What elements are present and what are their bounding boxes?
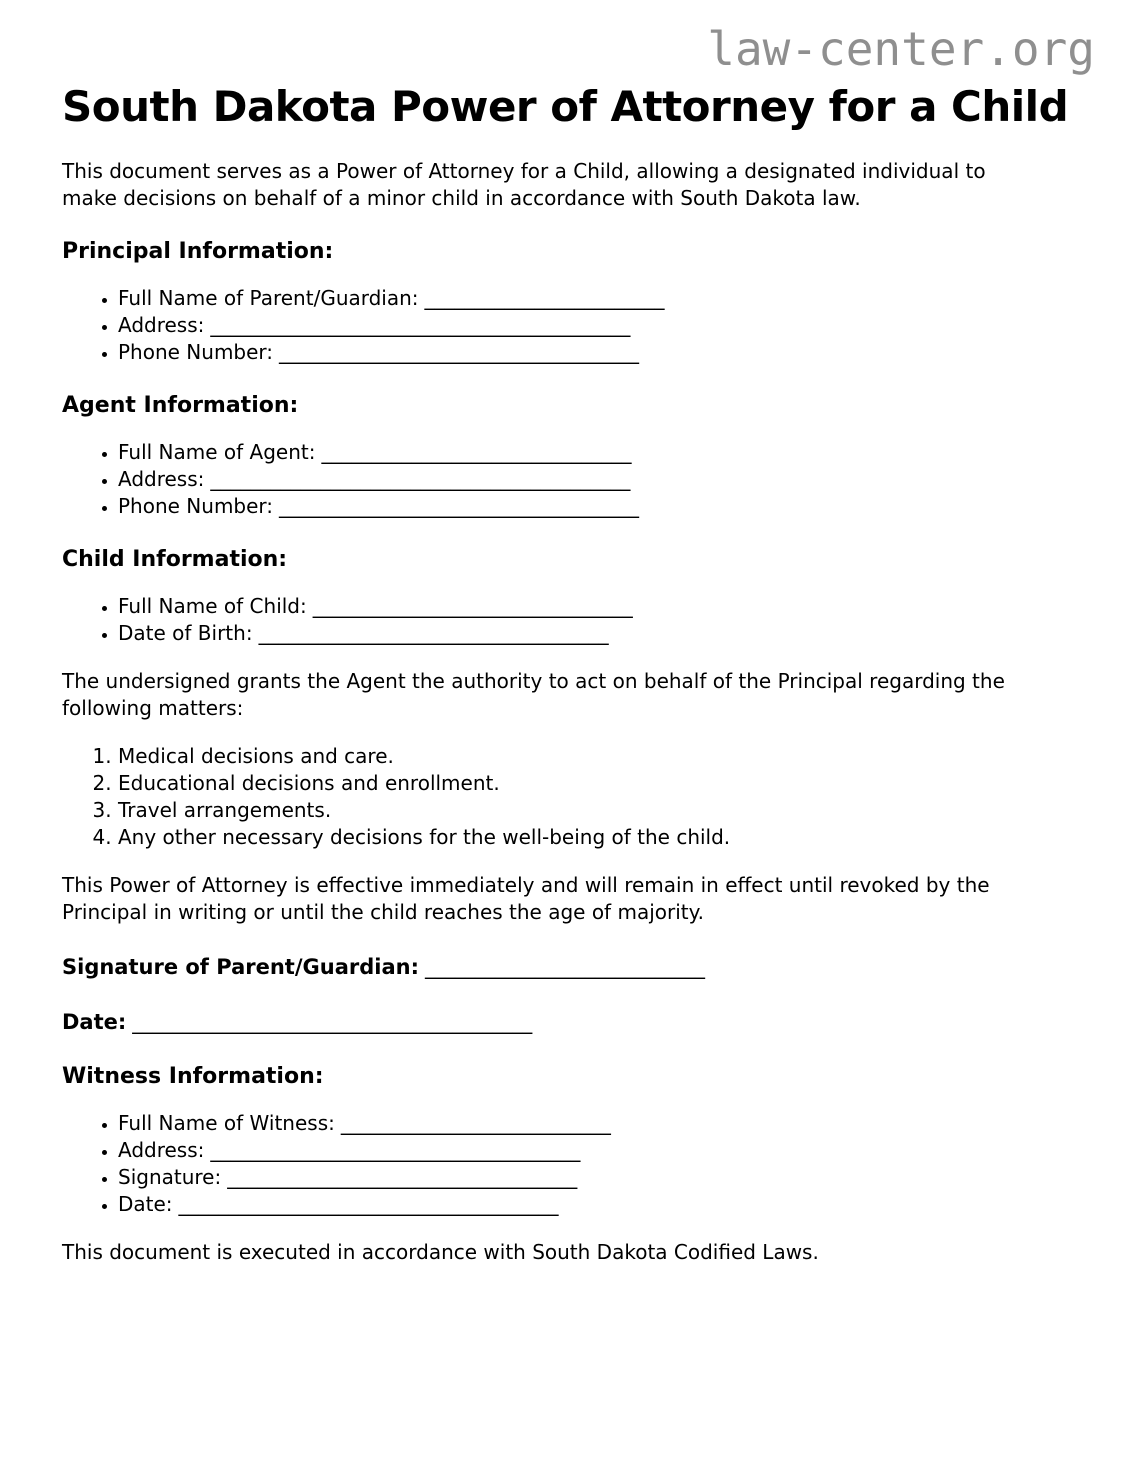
intro-paragraph: This document serves as a Power of Attorney for a Child, allowing a designated individual to make decisions on behalf of a minor child in accordance with South Dakota law.: [62, 158, 986, 210]
fill-in-blank: ____________________________________: [279, 339, 640, 364]
witness-info-list: [62, 1110, 1078, 1218]
principal-info-list: [62, 285, 1078, 366]
fill-in-blank: ________________________: [424, 285, 665, 310]
fill-in-blank: ____________________________________: [279, 493, 640, 518]
section-heading-child: Child Information:: [62, 546, 288, 572]
powers-list: [62, 743, 1078, 851]
field-label: Date of Birth:: [118, 620, 253, 645]
list-item: [118, 439, 1078, 466]
field-label: Full Name of Child:: [118, 593, 307, 618]
list-item: [118, 620, 1078, 647]
fill-in-blank: ___________________________________: [258, 620, 609, 645]
child-info-list: [62, 593, 1078, 647]
list-item: [118, 493, 1078, 520]
field-label: Phone Number:: [118, 493, 274, 518]
powers-item: 3. Travel arrangements.: [118, 797, 1078, 824]
fill-in-blank: ________________________________: [312, 593, 633, 618]
list-item: [118, 285, 1078, 312]
list-item: [118, 1164, 1078, 1191]
list-item: [118, 339, 1078, 366]
field-label: Address:: [118, 466, 205, 491]
field-label: Full Name of Agent:: [118, 439, 316, 464]
signature-line: [62, 953, 1095, 981]
powers-item: 4. Any other necessary decisions for the well-being of the child.: [118, 824, 1078, 851]
fill-in-blank: _____________________________________: [210, 1137, 581, 1162]
site-logo: law-center.org: [707, 22, 1095, 76]
field-label: Phone Number:: [118, 339, 274, 364]
list-item: [118, 312, 1078, 339]
fill-in-blank: __________________________________________: [210, 466, 631, 491]
fill-in-blank: _______________________________: [321, 439, 632, 464]
field-label: Full Name of Witness:: [118, 1110, 335, 1135]
field-label: Date:: [62, 1010, 127, 1035]
agent-info-list: [62, 439, 1078, 520]
fill-in-blank: ______________________________________: [178, 1191, 559, 1216]
field-label: Address:: [118, 312, 205, 337]
section-heading-witness: Witness Information:: [62, 1063, 324, 1089]
fill-in-blank: ___________________________: [340, 1110, 611, 1135]
page-title: South Dakota Power of Attorney for a Child: [62, 81, 1069, 131]
field-label: Signature of Parent/Guardian:: [62, 954, 419, 979]
list-item: [118, 1110, 1078, 1137]
authority-paragraph: The undersigned grants the Agent the authority to act on behalf of the Principal regarding the following matters:: [62, 668, 1005, 720]
section-heading-principal: Principal Information:: [62, 238, 334, 264]
fill-in-blank: ________________________________________: [132, 1010, 533, 1035]
fill-in-blank: ___________________________________: [227, 1164, 578, 1189]
fill-in-blank: ____________________________: [424, 954, 705, 979]
field-label: Signature:: [118, 1164, 222, 1189]
field-label: Address:: [118, 1137, 205, 1162]
list-item: [118, 1191, 1078, 1218]
list-item: [118, 593, 1078, 620]
fill-in-blank: __________________________________________: [210, 312, 631, 337]
powers-item: 1. Medical decisions and care.: [118, 743, 1078, 770]
execution-paragraph: This document is executed in accordance with South Dakota Codified Laws.: [62, 1239, 819, 1264]
list-item: [118, 1137, 1078, 1164]
effective-paragraph: This Power of Attorney is effective immediately and will remain in effect until revoked by the Principal in writing or until the child reaches the age of majority.: [62, 872, 990, 924]
section-heading-agent: Agent Information:: [62, 392, 299, 418]
field-label: Date:: [118, 1191, 173, 1216]
field-label: Full Name of Parent/Guardian:: [118, 285, 419, 310]
date-line: [62, 1008, 1095, 1036]
powers-item: 2. Educational decisions and enrollment.: [118, 770, 1078, 797]
list-item: [118, 466, 1078, 493]
